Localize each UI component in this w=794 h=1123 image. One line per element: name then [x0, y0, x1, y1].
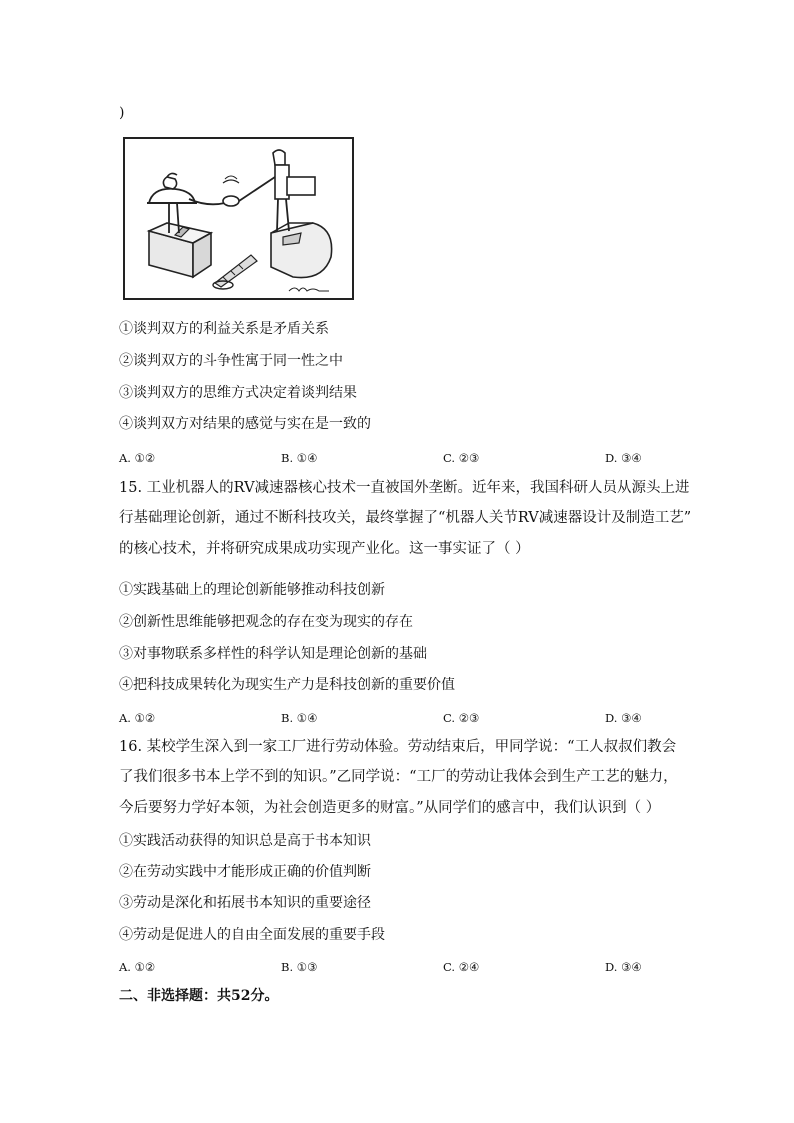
q14-stem-tail: ) — [119, 105, 125, 121]
q14-statement-3: ③谈判双方的思维方式决定着谈判结果 — [119, 385, 357, 401]
q15-statement-4: ④把科技成果转化为现实生产力是科技创新的重要价值 — [119, 677, 455, 693]
q14-option-c[interactable]: C. ②③ — [443, 451, 480, 465]
q15-stem-line-3: 的核心技术，并将研究成果成功实现产业化。这一事实证了（ ） — [119, 541, 530, 557]
q15-stem-line-1: 15. 工业机器人的RV减速器核心技术一直被国外垄断。近年来，我国科研人员从源头上进 — [119, 480, 690, 496]
q14-option-d[interactable]: D. ③④ — [605, 451, 642, 465]
q14-statement-4: ④谈判双方对结果的感觉与实在是一致的 — [119, 416, 371, 432]
q16-stem-line-3: 今后要努力学好本领，为社会创造更多的财富。”从同学们的感言中，我们认识到（ ） — [119, 800, 661, 816]
q15-option-a[interactable]: A. ①② — [119, 711, 156, 725]
q16-statement-2: ②在劳动实践中才能形成正确的价值判断 — [119, 864, 371, 880]
q15-stem-line-2: 行基础理论创新，通过不断科技攻关，最终掌握了“机器人关节RV减速器设计及制造工艺” — [119, 510, 692, 526]
q15-option-c[interactable]: C. ②③ — [443, 711, 480, 725]
q15-statement-2: ②创新性思维能够把观念的存在变为现实的存在 — [119, 614, 413, 630]
q14-statement-1: ①谈判双方的利益关系是矛盾关系 — [119, 321, 329, 337]
q15-option-b[interactable]: B. ①④ — [281, 711, 318, 725]
handshake-cartoon-image — [123, 137, 354, 300]
q16-stem-line-2: 了我们很多书本上学不到的知识。”乙同学说：“工厂的劳动让我体会到生产工艺的魅力， — [119, 769, 678, 785]
q16-option-d[interactable]: D. ③④ — [605, 960, 642, 974]
q16-option-c[interactable]: C. ②④ — [443, 960, 480, 974]
q14-option-a[interactable]: A. ①② — [119, 451, 156, 465]
q16-statement-1: ①实践活动获得的知识总是高于书本知识 — [119, 833, 371, 849]
q16-option-a[interactable]: A. ①② — [119, 960, 156, 974]
q15-statement-1: ①实践基础上的理论创新能够推动科技创新 — [119, 582, 385, 598]
q16-statement-3: ③劳动是深化和拓展书本知识的重要途径 — [119, 895, 371, 911]
q14-statement-2: ②谈判双方的斗争性寓于同一性之中 — [119, 353, 343, 369]
q16-statement-4: ④劳动是促进人的自由全面发展的重要手段 — [119, 927, 385, 943]
q15-option-d[interactable]: D. ③④ — [605, 711, 642, 725]
q16-stem-line-1: 16. 某校学生深入到一家工厂进行劳动体验。劳动结束后，甲同学说：“工人叔叔们教会 — [119, 739, 677, 755]
q15-statement-3: ③对事物联系多样性的科学认知是理论创新的基础 — [119, 646, 427, 662]
q14-option-b[interactable]: B. ①④ — [281, 451, 318, 465]
q16-option-b[interactable]: B. ①③ — [281, 960, 318, 974]
section-title: 二、非选择题：共52分。 — [119, 988, 279, 1004]
